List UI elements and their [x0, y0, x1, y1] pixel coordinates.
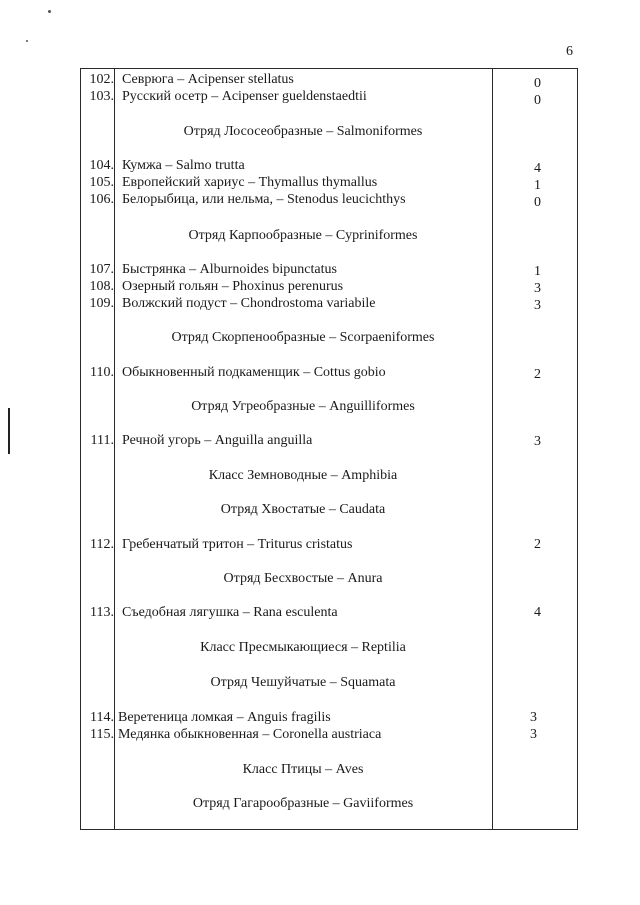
category-value: 1	[534, 178, 541, 193]
section-heading: Отряд Скорпенообразные – Scorpaeniformes	[171, 330, 435, 345]
category-value: 1	[534, 264, 541, 279]
row-number: 108.	[89, 279, 114, 294]
category-value: 3	[534, 434, 541, 449]
species-name: Обыкновенный подкаменщик – Cottus gobio	[122, 365, 386, 380]
row-number: 106.	[89, 192, 114, 207]
category-value: 3	[534, 281, 541, 296]
species-name: Съедобная лягушка – Rana esculenta	[122, 605, 338, 620]
species-name: Русский осетр – Acipenser gueldenstaedtii	[122, 89, 367, 104]
species-name: Веретеница ломкая – Anguis fragilis	[118, 710, 331, 725]
category-value: 4	[534, 605, 541, 620]
column-divider-number	[114, 68, 115, 830]
category-value: 0	[534, 76, 541, 91]
category-value: 3	[530, 710, 537, 725]
category-value: 4	[534, 161, 541, 176]
section-heading: Отряд Хвостатые – Caudata	[220, 502, 386, 517]
scan-speck	[48, 10, 51, 13]
species-name: Медянка обыкновенная – Coronella austriaca	[118, 727, 382, 742]
row-number: 113.	[90, 605, 114, 620]
scan-speck	[26, 40, 28, 42]
page-number: 6	[566, 44, 573, 59]
section-heading: Отряд Угреобразные – Anguilliformes	[191, 399, 415, 414]
row-number: 104.	[89, 158, 114, 173]
species-name: Кумжа – Salmo trutta	[122, 158, 245, 173]
row-number: 111.	[90, 433, 114, 448]
row-number: 112.	[90, 537, 114, 552]
column-divider-category	[492, 68, 493, 830]
category-value: 0	[534, 93, 541, 108]
category-value: 3	[530, 727, 537, 742]
species-name: Гребенчатый тритон – Triturus cristatus	[122, 537, 353, 552]
species-name: Быстрянка – Alburnoides bipunctatus	[122, 262, 337, 277]
section-heading: Отряд Карпообразные – Cypriniformes	[188, 228, 418, 243]
species-name: Речной угорь – Anguilla anguilla	[122, 433, 313, 448]
category-value: 2	[534, 367, 541, 382]
section-heading: Класс Птицы – Aves	[242, 762, 364, 777]
species-name: Европейский хариус – Thymallus thymallus	[122, 175, 378, 190]
category-value: 3	[534, 298, 541, 313]
section-heading: Класс Пресмыкающиеся – Reptilia	[200, 640, 406, 655]
species-name: Севрюга – Acipenser stellatus	[122, 72, 294, 87]
species-name: Озерный гольян – Phoxinus perenurus	[122, 279, 344, 294]
category-value: 0	[534, 195, 541, 210]
row-number: 109.	[89, 296, 114, 311]
row-number: 105.	[89, 175, 114, 190]
row-number: 110.	[90, 365, 114, 380]
section-heading: Отряд Гагарообразные – Gaviiformes	[192, 796, 414, 811]
species-name: Белорыбица, или нельма, – Stenodus leucichthys	[122, 192, 406, 207]
row-number: 103.	[89, 89, 114, 104]
section-heading: Отряд Бесхвостые – Anura	[223, 571, 383, 586]
section-heading: Отряд Чешуйчатые – Squamata	[210, 675, 396, 690]
species-name: Волжский подуст – Chondrostoma variabile	[122, 296, 376, 311]
category-value: 2	[534, 537, 541, 552]
section-heading: Класс Земноводные – Amphibia	[208, 468, 398, 483]
row-number: 107.	[89, 262, 114, 277]
row-number: 115.	[90, 727, 114, 742]
row-number: 102.	[89, 72, 114, 87]
margin-mark	[8, 408, 10, 454]
row-number: 114.	[90, 710, 114, 725]
section-heading: Отряд Лососеобразные – Salmoniformes	[183, 124, 423, 139]
